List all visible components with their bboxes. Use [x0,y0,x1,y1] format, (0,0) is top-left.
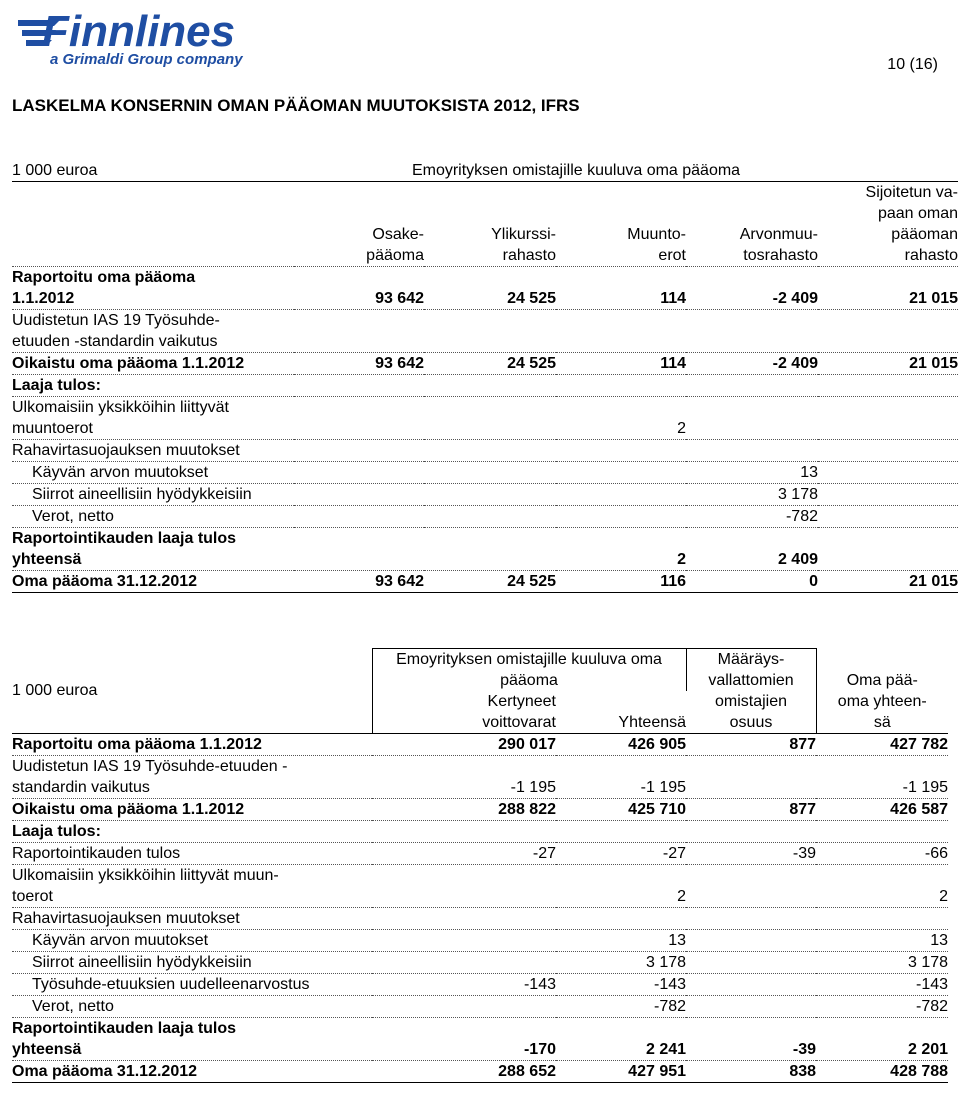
row-label [12,865,372,908]
cell-value [556,375,686,397]
table-row [12,734,948,756]
cell-value: -39 [686,1018,816,1061]
row-label [12,930,372,952]
table-row [12,267,958,310]
table-row [12,484,958,506]
cell-value: 3 178 [816,952,948,974]
text-line: paan oman [877,205,959,222]
cell-value [818,462,958,484]
row-label [12,528,294,571]
cell-value: -66 [816,843,948,865]
page-number: 10 (16) [887,56,938,73]
cell-value [372,821,556,843]
row-label [12,821,372,843]
text-line: rahasto [904,247,959,264]
cell-value [686,952,816,974]
row-label [12,506,294,528]
table-row [12,908,948,930]
cell-value: 2 409 [686,528,818,571]
cell-value [686,865,816,908]
text-line: muuntoerot [12,420,93,437]
text-line: Oikaistu oma pääoma 1.1.2012 [12,801,245,818]
text-line: Työsuhde-etuuksien uudelleenarvostus [32,976,310,993]
table-row [12,1061,948,1083]
cell-value [372,952,556,974]
row-label [12,1018,372,1061]
cell-value [424,310,556,353]
logo-tagline: a Grimaldi Group company [50,51,243,68]
cell-value [556,821,686,843]
column-header [424,182,556,267]
text-line: vallattomien [708,672,794,689]
table-row [12,865,948,908]
text-line: Ylikurssi- [491,226,556,243]
row-label [12,756,372,799]
cell-value: 3 178 [686,484,818,506]
cell-value: 93 642 [294,571,424,593]
cell-value [556,484,686,506]
column-header [818,182,958,267]
cell-value: 93 642 [294,353,424,375]
cell-value: 427 782 [816,734,948,756]
cell-value: 877 [686,799,816,821]
table-row [12,821,948,843]
text-line: Ulkomaisiin yksikköihin liittyvät muun- [12,867,279,884]
text-line: Raportoitu oma pääoma 1.1.2012 [12,736,262,753]
text-line: standardin vaikutus [12,779,150,796]
cell-value: -782 [686,506,818,528]
text-line: Oma pääoma 31.12.2012 [12,573,198,590]
cell-value: 838 [686,1061,816,1083]
table-row [12,440,958,462]
cell-value: 114 [556,353,686,375]
cell-value: -27 [372,843,556,865]
cell-value: 877 [686,734,816,756]
table-row [12,952,948,974]
cell-value: -1 195 [556,756,686,799]
cell-value: 24 525 [424,267,556,310]
cell-value [424,440,556,462]
text-line: pääoman [891,226,959,243]
cell-value [294,397,424,440]
cell-value [818,310,958,353]
unit-label: 1 000 euroa [12,160,294,182]
table-row [12,506,958,528]
cell-value: -27 [556,843,686,865]
text-line: omistajien [715,693,788,710]
row-label [12,310,294,353]
table-row [12,843,948,865]
cell-value [372,865,556,908]
text-line: rahasto [502,247,556,264]
cell-value: 13 [816,930,948,952]
text-line: Yhteensä [618,714,687,731]
equity-table-2 [12,648,948,1083]
row-label [12,843,372,865]
cell-value [686,930,816,952]
cell-value [294,375,424,397]
cell-value [818,528,958,571]
cell-value [686,310,818,353]
cell-value [424,484,556,506]
column-header [556,182,686,267]
cell-value [372,996,556,1018]
cell-value [686,440,818,462]
cell-value [424,397,556,440]
text-line: Uudistetun IAS 19 Työsuhde- [12,312,220,329]
cell-value [818,506,958,528]
table-row [12,310,958,353]
text-line: erot [658,247,686,264]
row-label [12,734,372,756]
table-row [12,353,958,375]
cell-value: -1 195 [372,756,556,799]
table-row [12,462,958,484]
text-line: Määräys- [717,651,785,668]
cell-value: -782 [816,996,948,1018]
cell-value [818,484,958,506]
cell-value [686,821,816,843]
cell-value [686,756,816,799]
cell-value: -2 409 [686,267,818,310]
cell-value [424,528,556,571]
cell-value: 288 822 [372,799,556,821]
cell-value [294,484,424,506]
cell-value: 116 [556,571,686,593]
cell-value: 2 201 [816,1018,948,1061]
cell-value: 2 [556,528,686,571]
text-line: Raportoitu oma pääoma [12,269,196,286]
cell-value [556,908,686,930]
table-row [12,1018,948,1061]
cell-value: 426 587 [816,799,948,821]
text-line: Verot, netto [32,508,114,525]
cell-value: 21 015 [818,267,958,310]
text-line: Arvonmuu- [739,226,818,243]
group-header: Emoyrityksen omistajille kuuluva oma pääoma [294,160,958,182]
table-row [12,375,958,397]
text-line: Oma pääoma 31.12.2012 [12,1063,198,1080]
text-line: pääoma [366,247,424,264]
text-line: Osake- [372,226,424,243]
column-header [372,691,556,734]
cell-value [424,375,556,397]
group-header: Emoyrityksen omistajille kuuluva oma pääoma [372,649,686,692]
cell-value: 288 652 [372,1061,556,1083]
cell-value [424,506,556,528]
text-line: Raportointikauden tulos [12,845,181,862]
text-line: 1.1.2012 [12,290,75,307]
text-line: tosrahasto [743,247,818,264]
text-line: Uudistetun IAS 19 Työsuhde-etuuden - [12,758,288,775]
cell-value: 21 015 [818,353,958,375]
cell-value: 114 [556,267,686,310]
table-row [12,930,948,952]
text-line: Verot, netto [32,998,114,1015]
cell-value: 21 015 [818,571,958,593]
column-header [686,649,816,734]
row-label [12,353,294,375]
cell-value [372,930,556,952]
cell-value: 2 241 [556,1018,686,1061]
cell-value [686,397,818,440]
cell-value [556,440,686,462]
cell-value: 93 642 [294,267,424,310]
cell-value: 24 525 [424,571,556,593]
cell-value [556,310,686,353]
finnlines-logo [18,4,268,68]
text-line: Oikaistu oma pääoma 1.1.2012 [12,355,245,372]
cell-value: -782 [556,996,686,1018]
cell-value [372,908,556,930]
text-line: Muunto- [627,226,686,243]
text-line: Rahavirtasuojauksen muutokset [12,442,240,459]
text-line: Käyvän arvon muutokset [32,464,209,481]
text-line: Laaja tulos: [12,377,101,394]
cell-value [816,908,948,930]
text-line: yhteensä [12,1041,82,1058]
row-label [12,375,294,397]
text-line: Kertyneet [487,693,556,710]
row-label [12,440,294,462]
cell-value: 2 [556,397,686,440]
cell-value: 0 [686,571,818,593]
cell-value [818,375,958,397]
cell-value: -2 409 [686,353,818,375]
table-row [12,571,958,593]
text-line: yhteensä [12,551,82,568]
column-header [294,182,424,267]
text-line: osuus [729,714,773,731]
cell-value: -143 [816,974,948,996]
table-row [12,996,948,1018]
row-label [12,952,372,974]
row-label [12,462,294,484]
row-label [12,571,294,593]
cell-value: 426 905 [556,734,686,756]
logo-wordmark: Finnlines [42,7,236,56]
cell-value [816,821,948,843]
row-label [12,267,294,310]
text-line: sä [873,714,891,731]
cell-value: 427 951 [556,1061,686,1083]
text-line: Käyvän arvon muutokset [32,932,209,949]
cell-value [686,974,816,996]
text-line: Siirrot aineellisiin hyödykkeisiin [32,954,252,971]
cell-value [424,462,556,484]
text-line: Raportointikauden laaja tulos [12,530,237,547]
row-label [12,996,372,1018]
text-line: etuuden -standardin vaikutus [12,333,218,350]
cell-value: 290 017 [372,734,556,756]
row-label [12,908,372,930]
cell-value [294,462,424,484]
table-row [12,974,948,996]
text-line: Laaja tulos: [12,823,101,840]
text-line: Siirrot aineellisiin hyödykkeisiin [32,486,252,503]
cell-value: 13 [556,930,686,952]
cell-value: -1 195 [816,756,948,799]
cell-value: -143 [372,974,556,996]
text-line: Sijoitetun va- [865,184,959,201]
text-line: toerot [12,888,53,905]
equity-table-1 [12,160,958,593]
cell-value: 3 178 [556,952,686,974]
page-title: LASKELMA KONSERNIN OMAN PÄÄOMAN MUUTOKSISTA 2012, IFRS [12,96,580,115]
cell-value [294,440,424,462]
row-label [12,1061,372,1083]
cell-value [818,397,958,440]
column-header [556,691,686,734]
cell-value [294,528,424,571]
column-header [816,649,948,734]
column-header [686,182,818,267]
table-row [12,756,948,799]
table-row [12,528,958,571]
cell-value [294,310,424,353]
row-label [12,799,372,821]
cell-value: 13 [686,462,818,484]
text-line: Oma pää- [846,672,918,689]
cell-value [556,506,686,528]
cell-value: 2 [816,865,948,908]
table-row [12,799,948,821]
cell-value: 2 [556,865,686,908]
cell-value [686,996,816,1018]
row-label [12,484,294,506]
table-row [12,397,958,440]
text-line: Ulkomaisiin yksikköihin liittyvät [12,399,229,416]
cell-value: 428 788 [816,1061,948,1083]
text-line: Rahavirtasuojauksen muutokset [12,910,240,927]
unit-label: 1 000 euroa [12,682,98,700]
cell-value [686,375,818,397]
text-line: oma yhteen- [837,693,927,710]
cell-value [818,440,958,462]
cell-value: 425 710 [556,799,686,821]
row-label [12,397,294,440]
cell-value [294,506,424,528]
cell-value: -170 [372,1018,556,1061]
cell-value: -143 [556,974,686,996]
text-line: Raportointikauden laaja tulos [12,1020,237,1037]
cell-value: -39 [686,843,816,865]
cell-value [686,908,816,930]
cell-value [556,462,686,484]
cell-value: 24 525 [424,353,556,375]
text-line: voittovarat [482,714,556,731]
row-label [12,974,372,996]
